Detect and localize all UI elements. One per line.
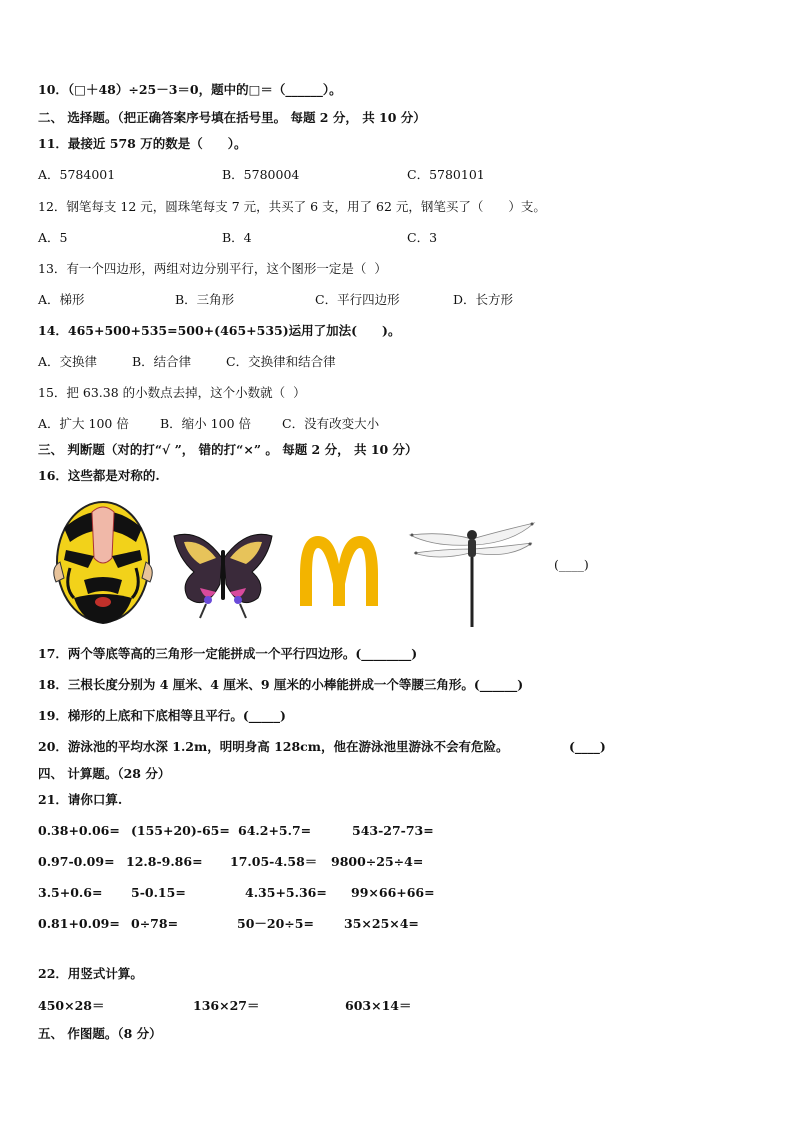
section-4-heading: 四、 计算题。（28 分） xyxy=(38,766,171,781)
question-16-stem: 16．这些都是对称的. xyxy=(38,468,160,483)
q21-r3-c4: 99×66+66= xyxy=(351,885,435,900)
mcdonalds-logo-image xyxy=(296,534,382,608)
question-15-stem: 15．把 63.38 的小数点去掉，这个小数就（ ） xyxy=(38,385,306,400)
q21-r3-c1: 3.5+0.6= xyxy=(38,885,103,900)
q14-option-c[interactable]: C．交换律和结合律 xyxy=(226,354,336,369)
q21-r2-c2: 12.8-9.86= xyxy=(126,854,203,869)
q21-r4-c2: 0÷78= xyxy=(131,916,179,931)
q21-r2-c4: 9800÷25÷4= xyxy=(331,854,424,869)
q14-option-a[interactable]: A．交换律 xyxy=(38,354,98,369)
q21-r4-c3: 50－20÷5= xyxy=(237,916,314,931)
q21-r4-c4: 35×25×4= xyxy=(344,916,419,931)
question-17: 17．两个等底等高的三角形一定能拼成一个平行四边形。(________) xyxy=(38,646,418,661)
question-14-stem: 14．465+500+535=500+(465+535)运用了加法( )。 xyxy=(38,323,401,338)
q14-option-b[interactable]: B．结合律 xyxy=(132,354,192,369)
q11-option-c[interactable]: C．5780101 xyxy=(407,167,485,182)
question-11-stem: 11．最接近 578 万的数是（ ）。 xyxy=(38,136,247,151)
q21-r1-c3: 64.2+5.7= xyxy=(238,823,312,838)
q15-option-b[interactable]: B．缩小 100 倍 xyxy=(160,416,251,431)
q21-r4-c1: 0.81+0.09= xyxy=(38,916,120,931)
butterfly-image xyxy=(170,528,276,620)
q13-option-a[interactable]: A．梯形 xyxy=(38,292,85,307)
question-12-stem: 12．钢笔每支 12 元，圆珠笔每支 7 元，共买了 6 支，用了 62 元，钢笔买了（ ）支。 xyxy=(38,199,546,214)
question-10: 10．（□＋48）÷25－3＝0，题中的□＝（______）。 xyxy=(38,82,342,97)
q22-item-3: 603×14＝ xyxy=(345,998,412,1013)
question-22-stem: 22．用竖式计算。 xyxy=(38,966,143,981)
q22-item-1: 450×28＝ xyxy=(38,998,105,1013)
q21-r2-c1: 0.97-0.09= xyxy=(38,854,115,869)
q21-r1-c1: 0.38+0.06= xyxy=(38,823,120,838)
q21-r3-c2: 5-0.15= xyxy=(131,885,186,900)
q21-r2-c3: 17.05-4.58＝ xyxy=(230,854,318,869)
question-13-stem: 13．有一个四边形，两组对边分别平行，这个图形一定是（ ） xyxy=(38,261,387,276)
q12-option-b[interactable]: B．4 xyxy=(222,230,252,245)
question-19: 19．梯形的上底和下底相等且平行。(_____) xyxy=(38,708,286,723)
q12-option-a[interactable]: A．5 xyxy=(38,230,68,245)
q13-option-b[interactable]: B．三角形 xyxy=(175,292,235,307)
q13-option-c[interactable]: C．平行四边形 xyxy=(315,292,400,307)
dragonfly-image xyxy=(404,513,540,629)
q20-answer-blank[interactable]: (____) xyxy=(569,739,606,754)
q16-answer-blank[interactable]: (____) xyxy=(554,557,589,572)
q13-option-d[interactable]: D．长方形 xyxy=(453,292,514,307)
question-18: 18．三根长度分别为 4 厘米、4 厘米、9 厘米的小棒能拼成一个等腰三角形。(______) xyxy=(38,677,524,692)
q11-option-a[interactable]: A．5784001 xyxy=(38,167,116,182)
q15-option-a[interactable]: A．扩大 100 倍 xyxy=(38,416,129,431)
q21-r3-c3: 4.35+5.36= xyxy=(245,885,327,900)
q21-r1-c2: (155+20)-65= xyxy=(131,823,230,838)
section-3-heading: 三、 判断题（对的打“√ ”， 错的打“×” 。 每题 2 分， 共 10 分） xyxy=(38,442,418,457)
q22-item-2: 136×27＝ xyxy=(193,998,260,1013)
q21-r1-c4: 543-27-73= xyxy=(352,823,434,838)
section-2-heading: 二、 选择题。（把正确答案序号填在括号里。 每题 2 分， 共 10 分） xyxy=(38,110,426,125)
section-5-heading: 五、 作图题。（8 分） xyxy=(38,1026,162,1041)
opera-mask-image xyxy=(44,498,162,626)
q15-option-c[interactable]: C．没有改变大小 xyxy=(282,416,380,431)
q11-option-b[interactable]: B．5780004 xyxy=(222,167,300,182)
question-20-stem: 20．游泳池的平均水深 1.2m，明明身高 128cm，他在游泳池里游泳不会有危险。 xyxy=(38,739,509,754)
question-21-stem: 21．请你口算. xyxy=(38,792,123,807)
q12-option-c[interactable]: C．3 xyxy=(407,230,438,245)
